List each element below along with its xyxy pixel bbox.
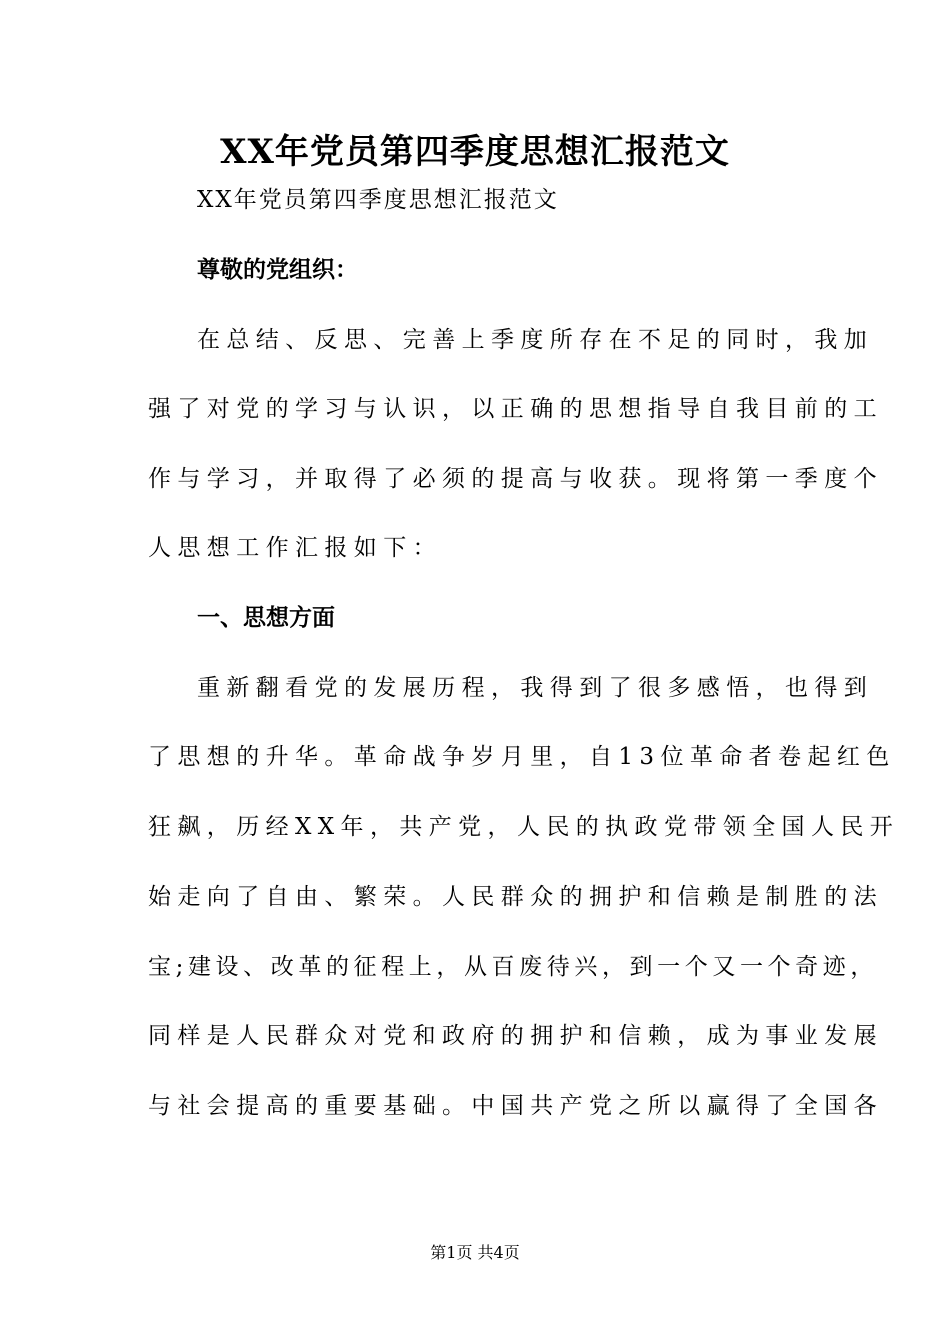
salutation: 尊敬的党组织：: [197, 257, 358, 283]
paragraph-2-line-7: 与社会提高的重要基础。中国共产党之所以赢得了全国各: [148, 1093, 883, 1119]
document-title: XX年党员第四季度思想汇报范文: [220, 132, 730, 172]
document-subtitle: XX年党员第四季度思想汇报范文: [197, 187, 559, 213]
paragraph-2-line-6: 同样是人民群众对党和政府的拥护和信赖，成为事业发展: [148, 1023, 883, 1049]
paragraph-1-line-2: 强了对党的学习与认识，以正确的思想指导自我目前的工: [148, 396, 883, 422]
paragraph-1-line-1: 在总结、反思、完善上季度所存在不足的同时，我加: [197, 327, 874, 353]
section-heading-thought: 一、思想方面: [197, 605, 335, 631]
paragraph-2-line-1: 重新翻看党的发展历程，我得到了很多感悟，也得到: [197, 675, 874, 701]
page-footer: 第1页 共4页: [430, 1243, 520, 1262]
paragraph-2-line-2: 了思想的升华。革命战争岁月里，自13位革命者卷起红色: [148, 744, 896, 770]
paragraph-2-line-5: 宝;建设、改革的征程上，从百废待兴，到一个又一个奇迹，: [148, 954, 878, 980]
paragraph-1-line-4: 人思想工作汇报如下：: [148, 535, 442, 561]
paragraph-2-line-3: 狂飙，历经XX年，共产党，人民的执政党带领全国人民开: [148, 814, 900, 840]
paragraph-1-line-3: 作与学习，并取得了必须的提高与收获。现将第一季度个: [148, 466, 883, 492]
paragraph-2-line-4: 始走向了自由、繁荣。人民群众的拥护和信赖是制胜的法: [148, 884, 883, 910]
